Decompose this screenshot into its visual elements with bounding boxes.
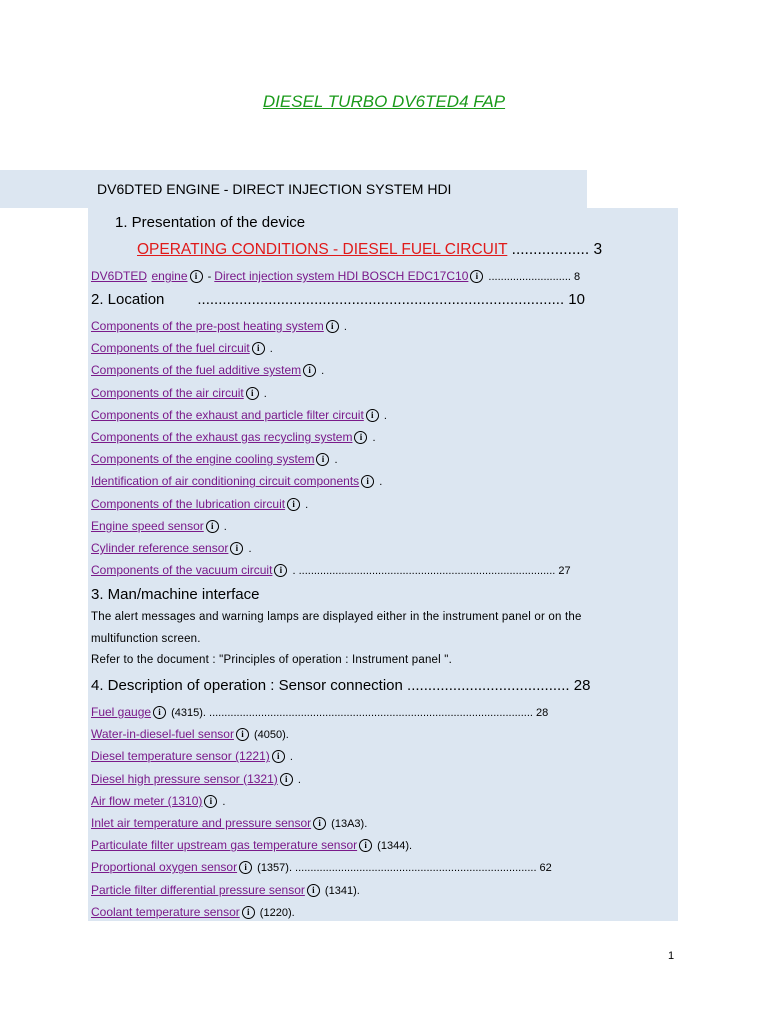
location-item — [91, 495, 308, 513]
info-icon[interactable]: i — [230, 542, 243, 555]
sensor-link[interactable]: Diesel high pressure sensor (1321) — [91, 771, 278, 786]
item-tail: . .................................................................................... — [289, 565, 556, 578]
sensor-item — [91, 747, 293, 765]
location-item — [91, 561, 571, 579]
sensor-item — [91, 836, 412, 854]
item-tail: (1220). — [256, 906, 295, 919]
location-link[interactable]: Engine speed sensor — [91, 518, 204, 533]
info-icon[interactable]: i — [206, 520, 219, 533]
sensor-item — [91, 858, 552, 876]
sensor-link[interactable]: Proportional oxygen sensor — [91, 860, 238, 875]
item-tail: (1341). — [321, 884, 360, 897]
info-icon[interactable]: i — [280, 773, 293, 786]
sensor-link[interactable]: Water-in-diesel-fuel sensor — [91, 727, 234, 742]
info-icon[interactable]: i — [153, 706, 166, 719]
info-icon[interactable]: i — [303, 364, 316, 377]
item-tail: . — [369, 432, 376, 444]
header-text: DV6DTED ENGINE - DIRECT INJECTION SYSTEM HDI — [97, 181, 452, 197]
info-icon[interactable]: i — [313, 817, 326, 830]
sensor-item — [91, 770, 301, 788]
info-icon[interactable]: i — [354, 431, 367, 444]
item-tail: . — [245, 543, 252, 555]
sensor-item — [91, 814, 367, 832]
location-item — [91, 317, 347, 335]
location-link[interactable]: Identification of air conditioning circuit components — [91, 474, 360, 489]
location-item — [91, 517, 227, 535]
info-icon[interactable]: i — [359, 839, 372, 852]
item-tail: . — [376, 476, 383, 489]
item-tail: . — [266, 343, 273, 356]
location-item — [91, 406, 387, 424]
sensor-item — [91, 725, 289, 743]
info-icon[interactable]: i — [361, 475, 374, 488]
info-icon[interactable]: i — [246, 387, 259, 400]
section-header-bar — [0, 170, 587, 208]
location-link[interactable]: Components of the fuel circuit — [91, 341, 250, 356]
operating-conditions-row: OPERATING CONDITIONS - DIESEL FUEL CIRCUIT .................. 3 — [137, 241, 603, 258]
item-tail: (1344). — [374, 840, 413, 853]
info-icon[interactable]: i — [326, 320, 339, 333]
info-icon[interactable]: i — [366, 409, 379, 422]
paragraph: The alert messages and warning lamps are displayed either in the instrument panel or on the — [91, 611, 582, 623]
injection-system-link[interactable]: Direct injection system HDI BOSCH EDC17C10 — [214, 269, 469, 283]
section-3-heading: 3. Man/machine interface — [91, 586, 260, 603]
location-item — [91, 384, 267, 402]
location-link[interactable]: Components of the exhaust and particle filter circuit — [91, 407, 364, 422]
info-icon[interactable]: i — [204, 795, 217, 808]
info-icon[interactable]: i — [307, 884, 320, 897]
location-link[interactable]: Cylinder reference sensor — [91, 541, 229, 555]
sensor-link[interactable]: Air flow meter (1310) — [91, 793, 203, 808]
sensor-link[interactable]: Diesel temperature sensor (1221) — [91, 749, 270, 764]
info-icon[interactable]: i — [190, 270, 203, 283]
sensor-link[interactable]: Particulate filter upstream gas temperature sensor — [91, 838, 358, 853]
item-tail: . — [219, 795, 226, 808]
section-1-heading: 1. Presentation of the device — [115, 214, 306, 231]
item-tail: (13A3). — [328, 818, 368, 830]
location-item — [91, 339, 273, 357]
dv6dted-link[interactable]: DV6DTED — [91, 269, 148, 283]
paragraph: Refer to the document : "Principles of operation : Instrument panel ". — [91, 654, 452, 666]
operating-conditions-link[interactable]: OPERATING CONDITIONS - DIESEL FUEL CIRCUIT — [137, 241, 508, 258]
item-page: 28 — [532, 707, 549, 719]
item-tail: . — [286, 751, 293, 764]
item-tail: (4050). — [250, 729, 289, 742]
section-4-heading: 4. Description of operation : Sensor connection ....................................... 28 — [91, 677, 591, 694]
item-tail: . — [302, 498, 309, 511]
item-tail: . — [260, 387, 267, 400]
sensor-link[interactable]: Coolant temperature sensor — [91, 904, 240, 919]
item-tail: (4315). .......................................................................................................... — [168, 707, 533, 719]
section-2-heading: 2. Location ........................................................................................ 10 — [91, 291, 585, 308]
sensor-link[interactable]: Fuel gauge — [91, 705, 152, 719]
info-icon[interactable]: i — [239, 861, 252, 874]
sensor-item — [91, 903, 295, 921]
info-icon[interactable]: i — [274, 564, 287, 577]
item-tail: . — [380, 409, 387, 422]
dv6-row: DV6DTED engine i - Direct injection system HDI BOSCH EDC17C10 i ........................... 8 — [91, 269, 581, 283]
location-link[interactable]: Components of the engine cooling system — [91, 452, 315, 467]
location-item — [91, 361, 324, 379]
location-link[interactable]: Components of the lubrication circuit — [91, 496, 286, 511]
location-item — [91, 450, 338, 468]
item-tail: . — [318, 365, 325, 378]
location-item — [91, 428, 376, 446]
item-tail: . — [220, 520, 227, 533]
info-icon[interactable]: i — [470, 270, 483, 283]
document-title: DIESEL TURBO DV6TED4 FAP — [262, 92, 506, 111]
page-number: 1 — [668, 950, 675, 962]
info-icon[interactable]: i — [287, 498, 300, 511]
paragraph: multifunction screen. — [91, 633, 201, 645]
location-link[interactable]: Components of the air circuit — [91, 385, 244, 400]
sensor-link[interactable]: Particle filter differential pressure sensor — [91, 882, 305, 897]
sensor-item — [91, 881, 360, 899]
item-tail: . — [340, 321, 347, 333]
info-icon[interactable]: i — [242, 906, 255, 919]
location-item — [91, 539, 252, 557]
item-tail: . — [331, 454, 338, 467]
location-link[interactable]: Components of the fuel additive system — [91, 363, 302, 378]
location-link[interactable]: Components of the exhaust gas recycling system — [91, 430, 353, 444]
location-link[interactable]: Components of the pre-post heating system — [91, 319, 324, 333]
location-item — [91, 472, 382, 490]
info-icon[interactable]: i — [252, 342, 265, 355]
item-tail: (1357). ............................................................................... — [254, 862, 537, 875]
location-link[interactable]: Components of the vacuum circuit — [91, 563, 273, 578]
item-page: 62 — [536, 862, 552, 875]
sensor-link[interactable]: Inlet air temperature and pressure sensor — [91, 816, 312, 830]
item-page: 27 — [555, 565, 571, 578]
info-icon[interactable]: i — [272, 750, 285, 763]
engine-link[interactable]: engine — [151, 269, 188, 283]
sensor-item — [91, 792, 226, 810]
info-icon[interactable]: i — [236, 728, 249, 741]
sensor-item — [91, 703, 548, 721]
info-icon[interactable]: i — [316, 453, 329, 466]
item-tail: . — [294, 773, 301, 786]
